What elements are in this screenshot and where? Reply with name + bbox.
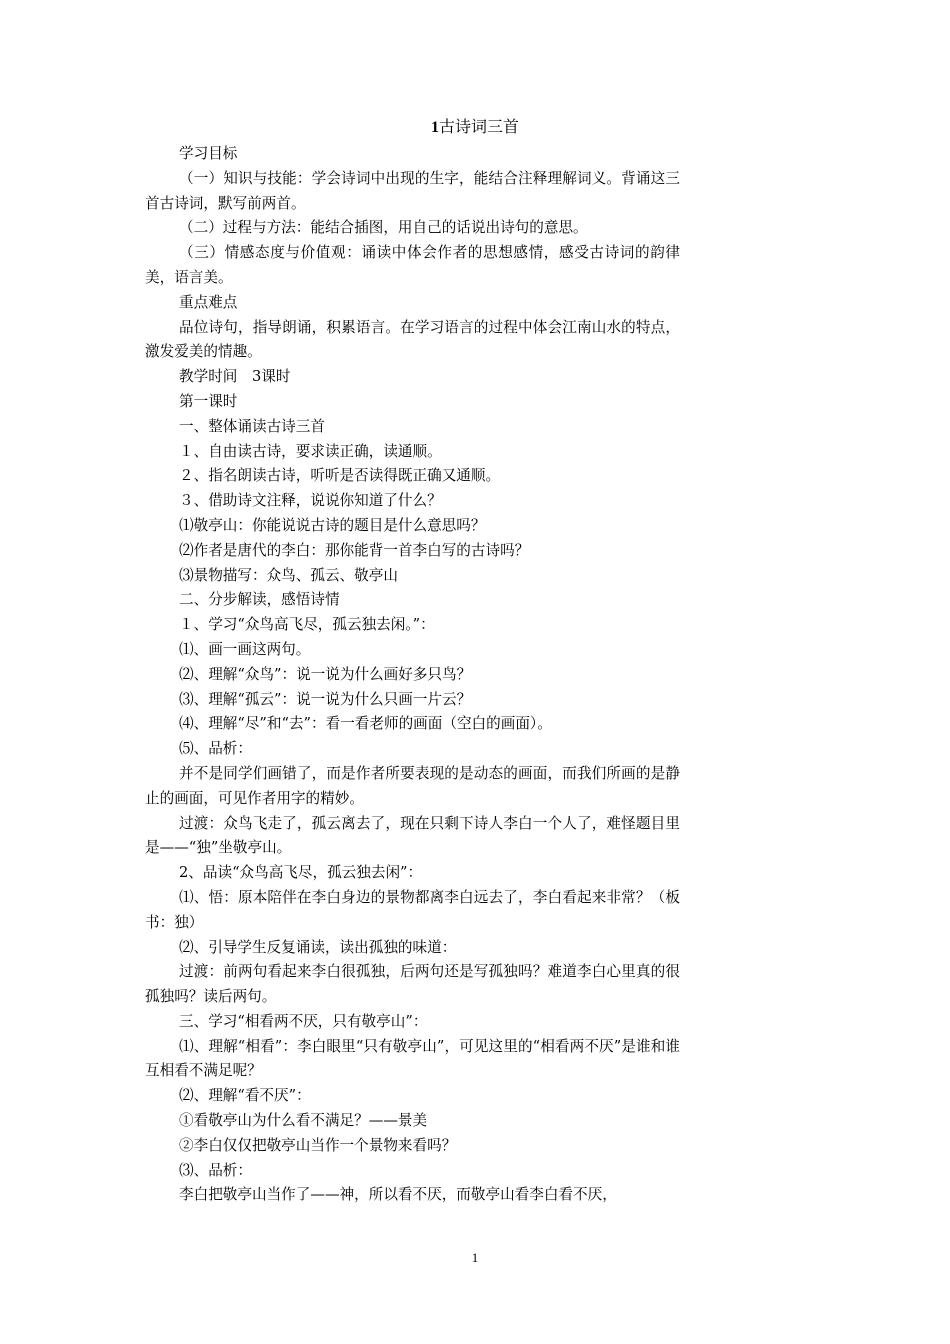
paragraph: １、自由读古诗，要求读正确，读通顺。 <box>179 442 442 460</box>
paragraph: ⑴、理解“相看”：李白眼里“只有敬亭山”，可见这里的“相看两不厌”是谁和谁互相看不满足呢？ <box>145 1037 680 1080</box>
paragraph: 教学时间 3课时 <box>179 368 291 386</box>
paragraph: 学习目标 <box>179 145 238 162</box>
paragraph: 二、分步解读，感悟诗情 <box>179 591 340 609</box>
paragraph: （三）情感态度与价值观：诵读中体会作者的思想感情，感受古诗词的韵律美，语言美。 <box>145 244 680 286</box>
paragraph: ⑶景物描写：众鸟、孤云、敬亭山 <box>179 566 398 584</box>
paragraph: １、学习“众鸟高飞尽，孤云独去闲。”： <box>179 616 435 634</box>
paragraph: ⑶、品析： <box>179 1161 252 1179</box>
document-title <box>0 116 950 139</box>
title-number: 1 <box>430 119 439 136</box>
paragraph: ⑴、悟：原本陪伴在李白身边的景物都离李白远去了，李白看起来非常？（板书：独） <box>145 888 680 931</box>
paragraph: 重点难点 <box>179 293 238 311</box>
paragraph: ⑴敬亭山：你能说说古诗的题目是什么意思吗？ <box>179 516 486 534</box>
paragraph: （二）过程与方法：能结合插图，用自己的话说出诗句的意思。 <box>179 219 588 237</box>
paragraph: ⑵、理解“众鸟”：说一说为什么画好多只鸟？ <box>179 665 472 683</box>
paragraph: （一）知识与技能：学会诗词中出现的生字，能结合注释理解词义。背诵这三首古诗词，默写前两首。 <box>145 169 680 212</box>
paragraph: ３、借助诗文注释，说说你知道了什么？ <box>179 492 442 510</box>
paragraph: 第一课时 <box>179 392 238 410</box>
paragraph: 过渡：前两句看起来李白很孤独，后两句还是写孤独吗？难道李白心里真的很孤独吗？读后两句。 <box>145 963 680 1006</box>
paragraph: 过渡：众鸟飞走了，孤云离去了，现在只剩下诗人李白一个人了，难怪题目里是——“独”坐敬亭山。 <box>145 814 680 857</box>
paragraph: ⑸、品析： <box>179 740 252 758</box>
paragraph: ②李白仅仅把敬亭山当作一个景物来看吗？ <box>179 1136 457 1154</box>
paragraph: 品位诗句，指导朗诵，积累语言。在学习语言的过程中体会江南山水的特点，激发爱美的情趣。 <box>145 318 680 361</box>
paragraph: 2、品读“众鸟高飞尽，孤云独去闲”： <box>179 864 423 882</box>
paragraph: ⑴、画一画这两句。 <box>179 640 311 658</box>
title-text: 古诗词三首 <box>438 117 519 136</box>
paragraph: ２、指名朗读古诗，听听是否读得既正确又通顺。 <box>179 467 501 485</box>
paragraph: 李白把敬亭山当作了——神，所以看不厌，而敬亭山看李白看不厌， <box>179 1186 617 1204</box>
paragraph: 三、学习“相看两不厌，只有敬亭山”： <box>179 1012 428 1030</box>
page-number: 1 <box>471 1250 479 1265</box>
paragraph: ①看敬亭山为什么看不满足？——景美 <box>179 1112 428 1130</box>
paragraph: ⑵、引导学生反复诵读，读出孤独的味道： <box>179 938 457 956</box>
document-body <box>145 142 680 1208</box>
paragraph: 一、整体诵读古诗三首 <box>179 417 325 435</box>
paragraph: ⑵、理解“看不厌”： <box>179 1087 311 1105</box>
paragraph: ⑷、理解“尽”和“去”：看一看老师的画面（空白的画面）。 <box>179 715 552 733</box>
paragraph: ⑵作者是唐代的李白：那你能背一首李白写的古诗吗？ <box>179 541 530 559</box>
paragraph: 并不是同学们画错了，而是作者所要表现的是动态的画面，而我们所画的是静止的画面，可见作者用字的精妙。 <box>145 764 680 807</box>
paragraph: ⑶、理解“孤云”：说一说为什么只画一片云？ <box>179 690 472 708</box>
